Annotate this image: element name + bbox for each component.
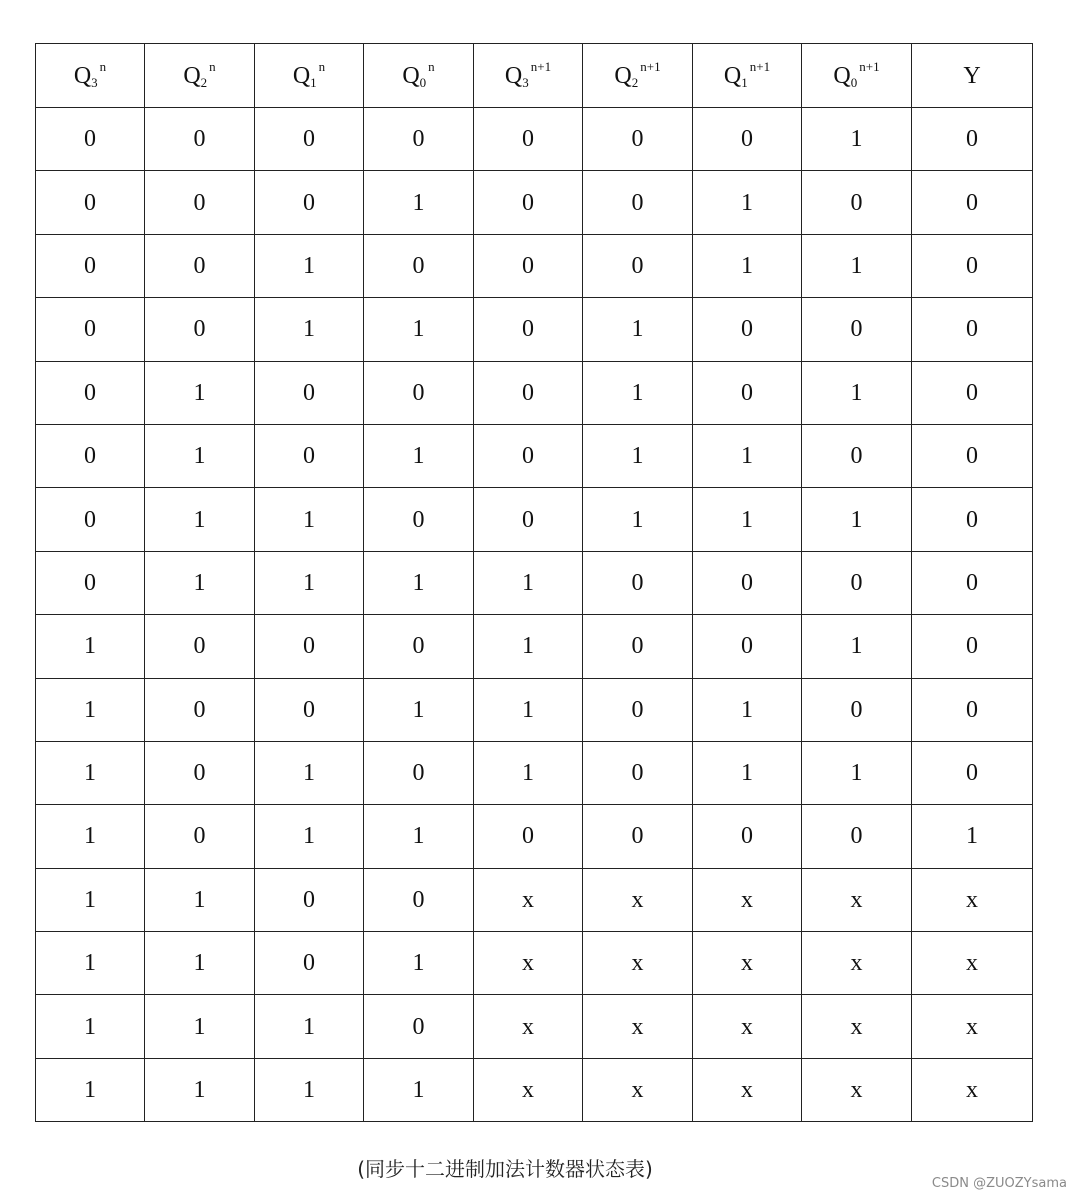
table-cell: 0 bbox=[36, 551, 145, 614]
table-cell: 0 bbox=[474, 234, 583, 297]
table-cell: 1 bbox=[583, 424, 693, 487]
header-cell bbox=[802, 44, 912, 108]
table-row bbox=[36, 488, 1033, 551]
table-cell: 1 bbox=[693, 171, 802, 234]
table-cell: 0 bbox=[36, 108, 145, 171]
header-symbol bbox=[183, 58, 216, 90]
watermark: CSDN @ZUOZYsama bbox=[931, 1176, 1067, 1191]
table-cell: 0 bbox=[145, 678, 255, 741]
table-cell: x bbox=[583, 868, 693, 931]
table-cell: 0 bbox=[364, 488, 474, 551]
symbol-base: Q bbox=[292, 62, 311, 89]
table-cell: 0 bbox=[802, 298, 912, 361]
table-cell: 0 bbox=[36, 361, 145, 424]
table-cell: 0 bbox=[364, 234, 474, 297]
table-cell: x bbox=[693, 932, 802, 995]
table-cell: 0 bbox=[583, 741, 693, 804]
table-cell: 0 bbox=[912, 741, 1033, 804]
table-row bbox=[36, 932, 1033, 995]
header-symbol bbox=[292, 58, 326, 90]
table-cell: 0 bbox=[36, 488, 145, 551]
table-cell: 0 bbox=[912, 488, 1033, 551]
table-cell: x bbox=[912, 1058, 1033, 1121]
table-cell: 0 bbox=[802, 551, 912, 614]
table-cell: 1 bbox=[255, 805, 364, 868]
table-cell: 1 bbox=[36, 868, 145, 931]
table-cell: 0 bbox=[364, 361, 474, 424]
table-cell: 1 bbox=[145, 488, 255, 551]
table-cell: 1 bbox=[145, 551, 255, 614]
table-cell: 1 bbox=[255, 741, 364, 804]
table-row bbox=[36, 551, 1033, 614]
table-row bbox=[36, 678, 1033, 741]
symbol-subscript: 3 bbox=[522, 74, 529, 90]
table-cell: 0 bbox=[255, 361, 364, 424]
table-cell: 0 bbox=[145, 615, 255, 678]
table-cell: 0 bbox=[36, 234, 145, 297]
table-cell: 0 bbox=[583, 108, 693, 171]
table-cell: 1 bbox=[912, 805, 1033, 868]
table-row bbox=[36, 805, 1033, 868]
table-cell: 0 bbox=[474, 108, 583, 171]
table-cell: 0 bbox=[474, 488, 583, 551]
table-cell: x bbox=[912, 868, 1033, 931]
table-cell: 0 bbox=[912, 361, 1033, 424]
table-row bbox=[36, 868, 1033, 931]
table-cell: 1 bbox=[474, 678, 583, 741]
table-cell: 0 bbox=[802, 678, 912, 741]
table-cell: x bbox=[583, 995, 693, 1058]
symbol-subscript: 2 bbox=[200, 74, 208, 90]
table-cell: 1 bbox=[474, 551, 583, 614]
table-cell: 1 bbox=[583, 298, 693, 361]
table-cell: 0 bbox=[583, 678, 693, 741]
table-cell: 0 bbox=[474, 171, 583, 234]
header-symbol bbox=[963, 64, 980, 88]
symbol-base: Q bbox=[183, 62, 201, 89]
table-cell: 1 bbox=[364, 551, 474, 614]
symbol-superscript: n bbox=[318, 58, 326, 74]
table-cell: 0 bbox=[474, 361, 583, 424]
table-cell: 0 bbox=[802, 424, 912, 487]
table-cell: 1 bbox=[145, 424, 255, 487]
table-cell: 1 bbox=[583, 361, 693, 424]
table-cell: 1 bbox=[255, 995, 364, 1058]
header-row bbox=[36, 44, 1033, 108]
table-cell: 0 bbox=[145, 741, 255, 804]
table-cell: 0 bbox=[693, 615, 802, 678]
table-cell: 1 bbox=[36, 678, 145, 741]
symbol-base: Q bbox=[504, 62, 523, 89]
header-cell bbox=[36, 44, 145, 108]
header-symbol bbox=[723, 58, 771, 90]
table-cell: 0 bbox=[255, 678, 364, 741]
table-cell: x bbox=[802, 995, 912, 1058]
table-cell: 1 bbox=[693, 424, 802, 487]
table-row bbox=[36, 615, 1033, 678]
table-cell: 0 bbox=[364, 615, 474, 678]
symbol-superscript: n bbox=[428, 58, 435, 74]
table-cell: 0 bbox=[145, 805, 255, 868]
table-cell: 0 bbox=[583, 171, 693, 234]
table-cell: 0 bbox=[693, 108, 802, 171]
table-cell: 0 bbox=[693, 805, 802, 868]
table-cell: 0 bbox=[912, 171, 1033, 234]
table-cell: 1 bbox=[364, 298, 474, 361]
table-cell: x bbox=[802, 1058, 912, 1121]
table-cell: 1 bbox=[145, 868, 255, 931]
table-cell: 1 bbox=[36, 741, 145, 804]
table-cell: 0 bbox=[145, 171, 255, 234]
table-cell: 0 bbox=[36, 298, 145, 361]
table-cell: 1 bbox=[364, 1058, 474, 1121]
symbol-subscript: 1 bbox=[741, 74, 748, 90]
table-cell: 1 bbox=[145, 361, 255, 424]
table-cell: 1 bbox=[36, 615, 145, 678]
table-cell: 0 bbox=[693, 298, 802, 361]
table-cell: 1 bbox=[364, 171, 474, 234]
table-cell: 1 bbox=[364, 932, 474, 995]
table-cell: x bbox=[474, 1058, 583, 1121]
symbol-base: Q bbox=[833, 62, 851, 89]
table-cell: 1 bbox=[474, 615, 583, 678]
header-cell bbox=[145, 44, 255, 108]
table-cell: x bbox=[474, 868, 583, 931]
table-cell: 1 bbox=[364, 805, 474, 868]
table-cell: 0 bbox=[255, 108, 364, 171]
table-cell: 0 bbox=[802, 805, 912, 868]
table-row bbox=[36, 234, 1033, 297]
table-cell: 0 bbox=[912, 234, 1033, 297]
header-symbol bbox=[402, 58, 435, 90]
table-cell: 1 bbox=[36, 995, 145, 1058]
table-cell: 1 bbox=[255, 551, 364, 614]
table-cell: 0 bbox=[255, 932, 364, 995]
table-cell: 1 bbox=[802, 488, 912, 551]
table-cell: 0 bbox=[145, 234, 255, 297]
table-cell: 1 bbox=[145, 1058, 255, 1121]
table-row bbox=[36, 298, 1033, 361]
header-symbol bbox=[614, 58, 661, 90]
table-cell: 1 bbox=[802, 108, 912, 171]
table-cell: x bbox=[474, 932, 583, 995]
symbol-superscript: n+1 bbox=[530, 58, 552, 74]
table-cell: x bbox=[912, 995, 1033, 1058]
symbol-superscript: n+1 bbox=[640, 58, 661, 74]
header-symbol bbox=[504, 58, 552, 90]
symbol-base: Q bbox=[614, 62, 632, 89]
header-symbol bbox=[833, 58, 880, 90]
table-cell: 0 bbox=[364, 995, 474, 1058]
table-cell: x bbox=[912, 932, 1033, 995]
symbol-subscript: 1 bbox=[310, 74, 317, 90]
table-cell: 0 bbox=[912, 678, 1033, 741]
table-cell: 1 bbox=[36, 1058, 145, 1121]
table-cell: 0 bbox=[36, 171, 145, 234]
header-symbol bbox=[73, 58, 107, 90]
table-cell: 0 bbox=[583, 805, 693, 868]
table-cell: 1 bbox=[802, 615, 912, 678]
table-row bbox=[36, 171, 1033, 234]
table-cell: 1 bbox=[693, 234, 802, 297]
table-cell: 0 bbox=[474, 424, 583, 487]
table-cell: 0 bbox=[693, 551, 802, 614]
table-cell: 0 bbox=[364, 741, 474, 804]
symbol-superscript: n bbox=[99, 58, 107, 74]
table-row bbox=[36, 424, 1033, 487]
table-cell: 1 bbox=[364, 678, 474, 741]
table-cell: x bbox=[583, 932, 693, 995]
table-cell: 0 bbox=[912, 551, 1033, 614]
symbol-superscript: n bbox=[209, 58, 216, 74]
table-cell: 0 bbox=[912, 424, 1033, 487]
table-cell: 1 bbox=[364, 424, 474, 487]
state-table bbox=[35, 43, 1033, 1122]
table-cell: x bbox=[802, 868, 912, 931]
header-cell bbox=[364, 44, 474, 108]
table-cell: 1 bbox=[255, 1058, 364, 1121]
table-cell: 0 bbox=[583, 234, 693, 297]
table-cell: x bbox=[583, 1058, 693, 1121]
table-cell: 0 bbox=[802, 171, 912, 234]
table-row bbox=[36, 361, 1033, 424]
table-cell: 0 bbox=[255, 868, 364, 931]
table-row bbox=[36, 741, 1033, 804]
table-cell: 1 bbox=[255, 234, 364, 297]
table-cell: 0 bbox=[912, 615, 1033, 678]
table-cell: 0 bbox=[364, 868, 474, 931]
table-cell: 0 bbox=[912, 108, 1033, 171]
table-cell: 0 bbox=[36, 424, 145, 487]
header-cell bbox=[474, 44, 583, 108]
header-cell bbox=[255, 44, 364, 108]
symbol-subscript: 0 bbox=[419, 74, 427, 90]
table-row bbox=[36, 1058, 1033, 1121]
symbol-subscript: 3 bbox=[91, 74, 98, 90]
symbol-base: Y bbox=[963, 62, 981, 89]
table-cell: 1 bbox=[802, 234, 912, 297]
table-cell: 0 bbox=[474, 298, 583, 361]
table-cell: x bbox=[693, 995, 802, 1058]
table-cell: 1 bbox=[255, 298, 364, 361]
header-cell bbox=[912, 44, 1033, 108]
symbol-base: Q bbox=[402, 62, 420, 89]
table-cell: 1 bbox=[36, 932, 145, 995]
table-cell: 1 bbox=[255, 488, 364, 551]
symbol-subscript: 0 bbox=[850, 74, 858, 90]
table-cell: 1 bbox=[145, 995, 255, 1058]
table-cell: 0 bbox=[693, 361, 802, 424]
header-cell bbox=[583, 44, 693, 108]
table-cell: 1 bbox=[474, 741, 583, 804]
symbol-base: Q bbox=[73, 62, 92, 89]
symbol-subscript: 2 bbox=[631, 74, 639, 90]
state-table-body bbox=[36, 44, 1033, 1122]
table-cell: 0 bbox=[145, 108, 255, 171]
table-cell: 1 bbox=[693, 488, 802, 551]
table-cell: 0 bbox=[364, 108, 474, 171]
table-cell: x bbox=[693, 868, 802, 931]
table-cell: 1 bbox=[693, 741, 802, 804]
table-cell: 1 bbox=[802, 741, 912, 804]
table-cell: 1 bbox=[583, 488, 693, 551]
symbol-superscript: n+1 bbox=[859, 58, 880, 74]
table-cell: 1 bbox=[36, 805, 145, 868]
table-cell: 0 bbox=[912, 298, 1033, 361]
table-cell: x bbox=[693, 1058, 802, 1121]
table-cell: 0 bbox=[255, 615, 364, 678]
table-cell: 0 bbox=[255, 424, 364, 487]
table-row bbox=[36, 995, 1033, 1058]
table-cell: 0 bbox=[474, 805, 583, 868]
table-cell: 0 bbox=[255, 171, 364, 234]
table-cell: 1 bbox=[693, 678, 802, 741]
table-cell: 1 bbox=[145, 932, 255, 995]
table-cell: 0 bbox=[583, 615, 693, 678]
table-caption: (同步十二进制加法计数器状态表) bbox=[357, 1157, 653, 1181]
symbol-superscript: n+1 bbox=[749, 58, 771, 74]
table-cell: 0 bbox=[583, 551, 693, 614]
table-row bbox=[36, 108, 1033, 171]
table-cell: x bbox=[474, 995, 583, 1058]
table-cell: 0 bbox=[145, 298, 255, 361]
table-cell: x bbox=[802, 932, 912, 995]
table-cell: 1 bbox=[802, 361, 912, 424]
header-cell bbox=[693, 44, 802, 108]
symbol-base: Q bbox=[723, 62, 742, 89]
